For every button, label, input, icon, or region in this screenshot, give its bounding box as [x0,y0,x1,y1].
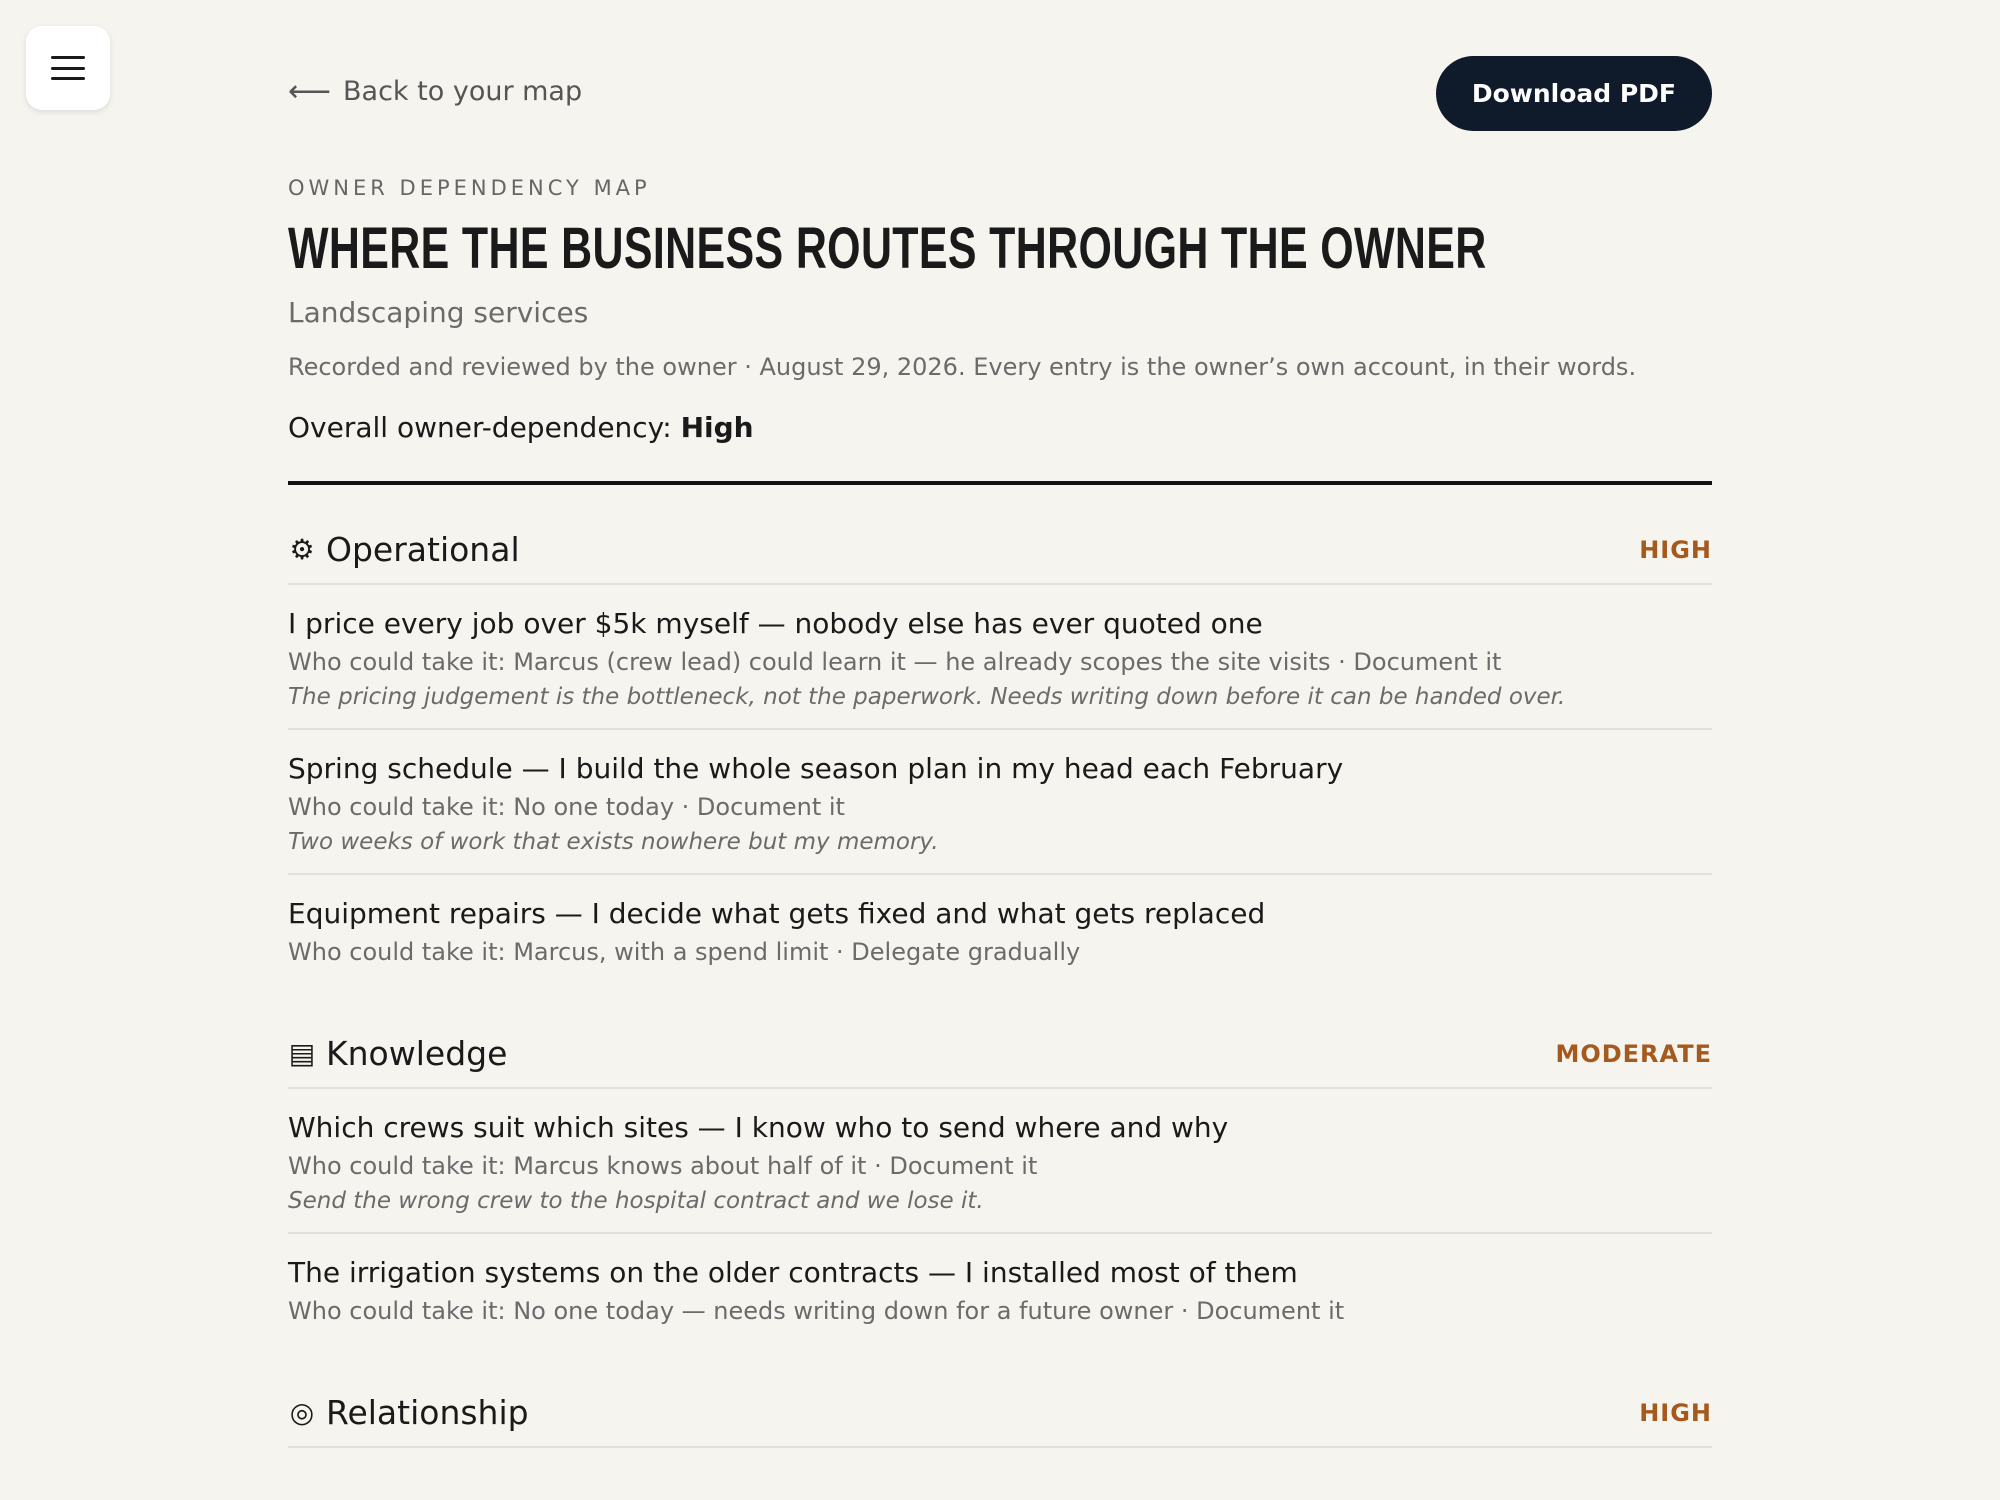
recorded-note: Recorded and reviewed by the owner · August 29, 2026. Every entry is the owner’s own account, in their words. [288,353,1637,381]
top-bar [288,0,1712,135]
industry-subtitle: Landscaping services [288,296,589,329]
overall-value: High [680,411,754,444]
section-title [288,1034,507,1073]
section-level-badge: MODERATE [1555,1039,1712,1068]
section-level-badge: HIGH [1639,1398,1712,1427]
item-handover: Who could take it: Marcus (crew lead) could learn it — he already scopes the site visits · Document it [288,648,1502,676]
dependency-item [288,875,1712,992]
item-handover: Who could take it: No one today — needs writing down for a future owner · Document it [288,1297,1345,1325]
section-name: Knowledge [326,1034,508,1073]
dependency-item [288,585,1712,730]
section-header [288,1034,1712,1089]
back-link-label: Back to your map [343,76,583,107]
back-link[interactable] [288,73,583,109]
section-level-badge: HIGH [1639,535,1712,564]
item-title: Equipment repairs — I decide what gets fixed and what gets replaced [288,897,1266,930]
dependency-item [288,1089,1712,1234]
section-knowledge [288,1034,1712,1351]
hamburger-icon [51,56,85,80]
section-header [288,1393,1712,1448]
download-pdf-button[interactable]: Download PDF [1436,56,1712,131]
menu-button[interactable] [26,26,110,110]
section-name: Operational [326,530,520,569]
sections-list [288,530,1712,1490]
dependency-item [288,730,1712,875]
overall-label: Overall owner-dependency: [288,411,672,444]
target-icon: ◎ [289,1396,315,1429]
item-title: The irrigation systems on the older contracts — I installed most of them [288,1256,1298,1289]
section-relationship [288,1393,1712,1448]
item-note: Send the wrong crew to the hospital contract and we lose it. [288,1188,984,1214]
dependency-item [288,1234,1712,1351]
arrow-left-icon: ⟵ [288,73,332,109]
item-note: The pricing judgement is the bottleneck, not the paperwork. Needs writing down before it can be handed over. [288,684,1566,710]
section-title [288,530,520,569]
eyebrow-label: OWNER DEPENDENCY MAP [288,176,651,200]
item-handover: Who could take it: Marcus, with a spend limit · Delegate gradually [288,938,1081,966]
section-header [288,530,1712,585]
page-content [288,0,1712,1432]
item-title: I price every job over $5k myself — nobody else has ever quoted one [288,607,1263,640]
item-handover: Who could take it: No one today · Document it [288,793,845,821]
item-note: Two weeks of work that exists nowhere but my memory. [288,829,939,855]
section-operational [288,530,1712,992]
item-title: Spring schedule — I build the whole season plan in my head each February [288,752,1344,785]
item-handover: Who could take it: Marcus knows about half of it · Document it [288,1152,1038,1180]
page-title: WHERE THE BUSINESS ROUTES THROUGH THE OWNER [288,216,1487,281]
section-name: Relationship [326,1393,529,1432]
section-title [288,1393,529,1432]
header-divider [288,481,1712,485]
gear-icon: ⚙ [289,533,315,566]
document-icon: ▤ [288,1037,316,1070]
item-title: Which crews suit which sites — I know who to send where and why [288,1111,1229,1144]
overall-dependency [288,411,754,444]
